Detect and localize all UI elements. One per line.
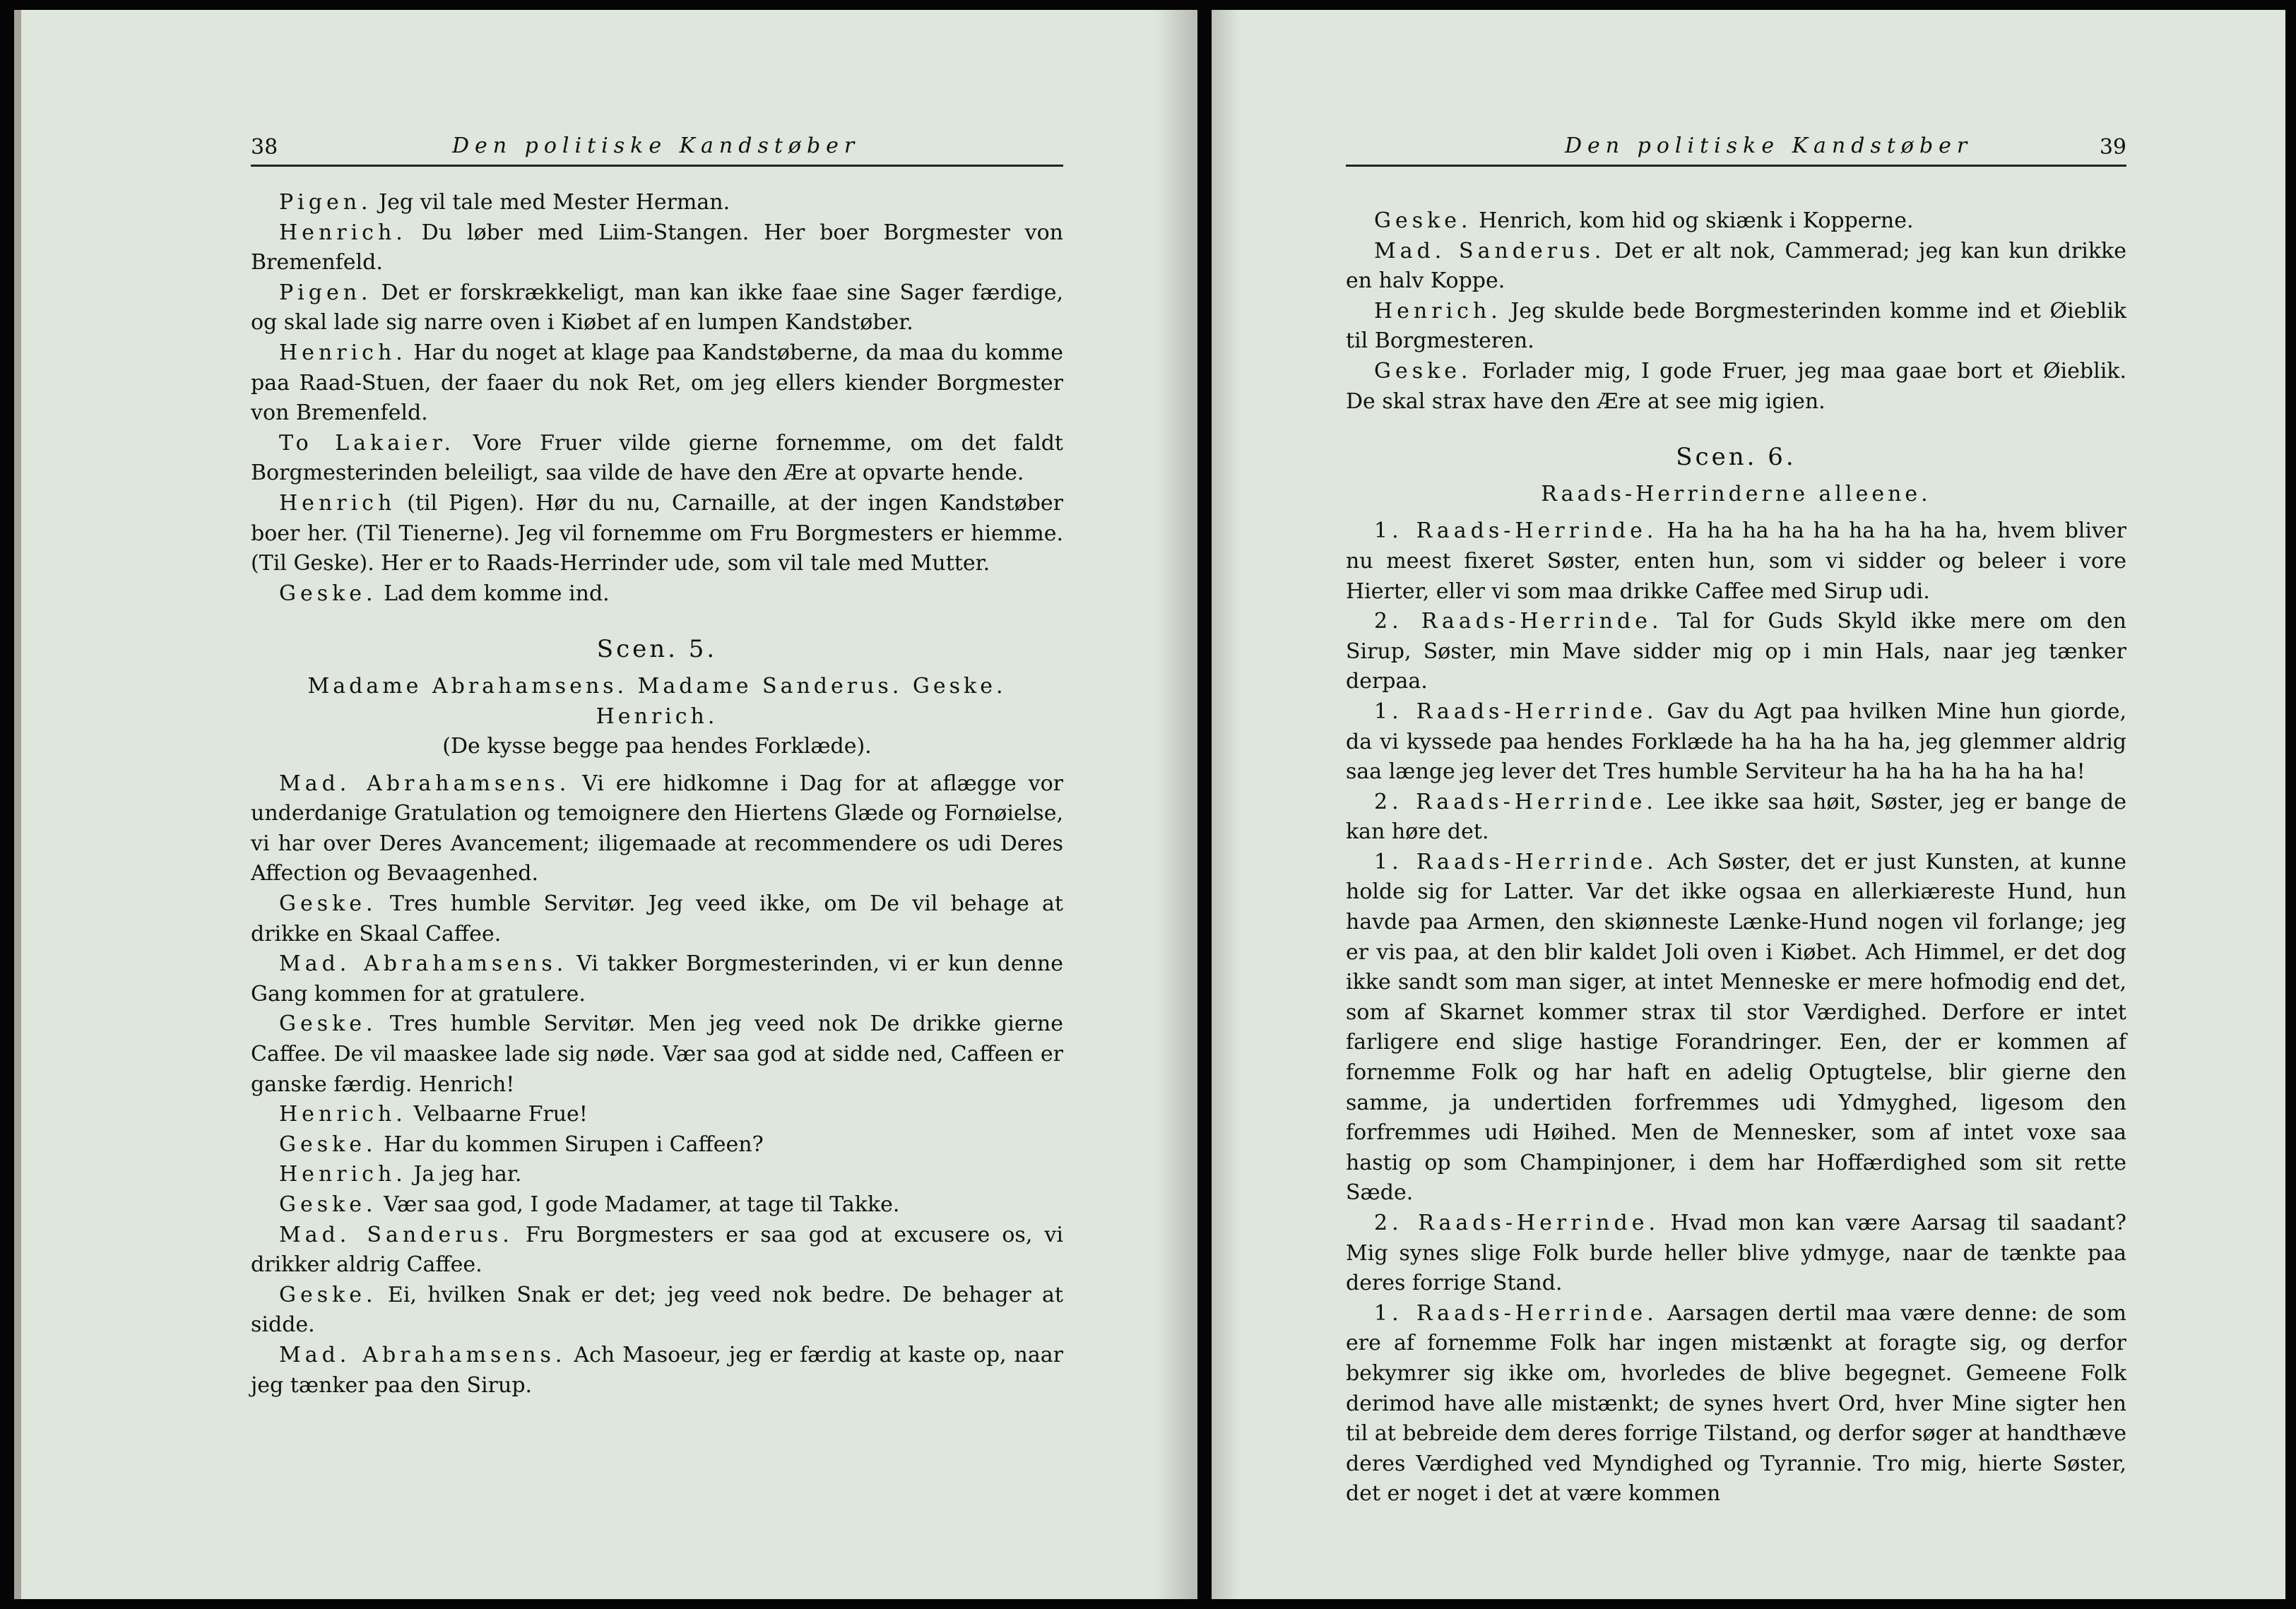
dialogue-paragraph xyxy=(1346,848,2126,1209)
dialogue-text: Ja jeg har. xyxy=(406,1162,522,1187)
speaker-name: Henrich xyxy=(279,490,396,516)
speaker-name: Geske. xyxy=(279,1282,377,1307)
page-text xyxy=(1346,206,2126,1509)
dialogue-text: Ach Masoeur, jeg er færdig at kaste op, naar jeg tænker paa den Sirup. xyxy=(251,1342,1063,1398)
speaker-name: 2. Raads-Herrinde. xyxy=(1374,609,1663,634)
gutter-shadow xyxy=(1155,10,1197,1599)
dialogue-paragraph xyxy=(251,338,1063,429)
speaker-name: Mad. Abrahamsens. xyxy=(279,771,571,796)
dialogue-text: Aarsagen dertil maa være denne: de som ere af fornemme Folk har ingen mistænkt at foragte sig, og derfor bekymrer sig ikke om, hvorledes de blive begegnet. Gemeene Folk derimod have alle mistænkt; de synes hvert Ord, hver Mine sigter hen til at bebreide dem deres forrige Tilstand, og derfor søger at handthæve deres Værdighed ved Myndighed og Tyrannie. Tro mig, hierte Søster, det er noget i det at være kommen xyxy=(1346,1300,2126,1507)
dialogue-paragraph xyxy=(1346,697,2126,788)
speaker-name: Geske. xyxy=(279,581,377,606)
dialogue-paragraph xyxy=(251,1160,1063,1190)
speaker-name: Geske. xyxy=(1374,358,1472,384)
dialogue-paragraph xyxy=(1346,206,2126,237)
dialogue-text: Tal for Guds Skyld ikke mere om den Sirup, Søster, min Mave sidder mig op i min Hals, naar jeg tænker derpaa. xyxy=(1346,609,2126,694)
speaker-name: 2. Raads-Herrinde. xyxy=(1374,1211,1659,1235)
dialogue-paragraph xyxy=(251,429,1063,489)
speaker-name: 1. Raads-Herrinde. xyxy=(1374,849,1658,874)
speaker-name: 2. Raads-Herrinde. xyxy=(1374,789,1657,814)
running-head xyxy=(1346,133,2126,167)
dialogue-paragraph xyxy=(251,1190,1063,1221)
dialogue-paragraph xyxy=(251,1281,1063,1341)
dialogue-paragraph xyxy=(251,1221,1063,1281)
dialogue-text: Ach Søster, det er just Kunsten, at kunne holde sig for Latter. Var det ikke ogsaa en allerkiæreste Hund, hun havde paa Armen, den skiønneste Lænke-Hund nogen vil forlange; jeg er vis paa, at den blir kaldet Joli oven i Kiøbet. Ach Himmel, er det dog ikke sandt som man siger, at intet Menneske er mere hofmodig end det, som af Skarnet kommer strax til stor Værdighed. Derfore er intet farligere end slige hastige Forandringer. Een, der er kommen af fornemme Folk og har haft en adelig Optugtelse, blir gierne den samme, ja undertiden forfremmes udi Ydmyghed, ligesom den forfremmes udi Høihed. Men de Mennesker, som af intet voxe saa hastig op som Champinjoner, i dem har Hoffærdighed som sit rette Sæde. xyxy=(1346,849,2126,1206)
dialogue-text: Vi ere hidkomne i Dag for at aflægge vor underdanige Gratulation og temoignere den Hiertens Glæde og Fornøielse, vi har over Deres Avancement; iligemaade at recommendere os udi Deres Affection og Bevaagenhed. xyxy=(251,771,1063,886)
dialogue-text: Vi takker Borgmesterinden, vi er kun denne Gang kommen for at gratulere. xyxy=(251,951,1063,1007)
dialogue-text: Tres humble Servitør. Men jeg veed nok De drikke gierne Caffee. De vil maaskee lade sig nøde. Vær saa god at sidde ned, Caffeen er ganske færdig. Henrich! xyxy=(251,1011,1063,1097)
dialogue-paragraph xyxy=(251,278,1063,338)
dialogue-text: Lad dem komme ind. xyxy=(377,581,610,606)
dialogue-paragraph xyxy=(251,489,1063,579)
dialogue-paragraph xyxy=(1346,607,2126,697)
dialogue-paragraph xyxy=(1346,788,2126,848)
dialogue-paragraph xyxy=(251,579,1063,610)
speaker-name: Geske. xyxy=(279,1132,377,1157)
dialogue-paragraph xyxy=(1346,357,2126,417)
dialogue-text: (til Pigen). Hør du nu, Carnaille, at der ingen Kandstøber boer her. (Til Tienerne). Jeg vil fornemme om Fru Borgmesters er hiemme. (Til Geske). Her er to Raads-Herrinder ude, som vil tale med Mutter. xyxy=(251,490,1063,576)
dialogue-paragraph xyxy=(251,1130,1063,1160)
dialogue-text: Gav du Agt paa hvilken Mine hun giorde, da vi kyssede paa hendes Forklæde ha ha ha ha ha, jeg glemmer aldrig saa længe jeg lever det Tres humble Serviteur ha ha ha ha ha ha ha! xyxy=(1346,699,2126,785)
dialogue-text: Fru Borgmesters er saa god at excusere os, vi drikker aldrig Caffee. xyxy=(251,1222,1063,1278)
dialogue-paragraph xyxy=(1346,297,2126,357)
speaker-name: Mad. Sanderus. xyxy=(279,1222,514,1247)
speaker-name: 1. Raads-Herrinde. xyxy=(1374,1300,1658,1326)
speaker-name: Geske. xyxy=(279,1192,377,1217)
dialogue-block xyxy=(1346,516,2126,1509)
speaker-name: Mad. Sanderus. xyxy=(1374,238,1606,263)
speaker-name: Henrich. xyxy=(279,1162,407,1187)
dialogue-paragraph xyxy=(251,218,1063,278)
dialogue-block xyxy=(251,188,1063,609)
gutter-shadow xyxy=(1212,10,1240,1599)
speaker-name: 1. Raads-Herrinde. xyxy=(1374,518,1658,544)
speaker-name: To Lakaier. xyxy=(279,430,456,456)
scene-title: Scen. 6. xyxy=(1676,443,1797,472)
speaker-name: Henrich. xyxy=(279,1102,407,1127)
dialogue-paragraph xyxy=(251,1100,1063,1130)
dialogue-text: Jeg vil tale med Mester Herman. xyxy=(372,190,730,215)
dialogue-paragraph xyxy=(1346,516,2126,607)
running-head-title: Den politiske Kandstøber xyxy=(1565,133,1973,158)
speaker-name: 1. Raads-Herrinde. xyxy=(1374,699,1658,724)
dialogue-paragraph xyxy=(251,769,1063,889)
speaker-name: Henrich. xyxy=(279,340,407,365)
right-page xyxy=(1212,10,2285,1599)
scene-cast: Raads-Herrinderne alleene. xyxy=(1541,481,1931,506)
running-head xyxy=(251,133,1063,167)
stage-direction: (De kysse begge paa hendes Forklæde). xyxy=(442,734,872,759)
dialogue-paragraph xyxy=(251,1341,1063,1401)
page-number: 38 xyxy=(251,135,278,160)
dialogue-block xyxy=(251,769,1063,1401)
dialogue-text: Har du noget at klage paa Kandstøberne, da maa du komme paa Raad-Stuen, der faaer du nok Ret, om jeg ellers kiender Borgmester von Bremenfeld. xyxy=(251,340,1063,426)
dialogue-text: Tres humble Servitør. Jeg veed ikke, om De vil behage at drikke en Skaal Caffee. xyxy=(251,891,1063,946)
speaker-name: Henrich. xyxy=(279,220,407,245)
left-page xyxy=(14,10,1197,1599)
dialogue-text: Vær saa god, I gode Madamer, at tage til Takke. xyxy=(377,1192,900,1217)
dialogue-text: Det er forskrækkeligt, man kan ikke faae sine Sager færdige, og skal lade sig narre oven i Kiøbet af en lumpen Kandstøber. xyxy=(251,280,1063,336)
dialogue-text: Ha ha ha ha ha ha ha ha ha, hvem bliver nu meest fixeret Søster, enten hun, som vi sidder og beleer i vore Hierter, eller vi som maa drikke Caffee med Sirup udi. xyxy=(1346,518,2127,604)
page-text xyxy=(251,188,1063,1401)
dialogue-paragraph xyxy=(251,1009,1063,1100)
dialogue-paragraph xyxy=(1346,237,2126,297)
speaker-name: Pigen. xyxy=(279,280,372,305)
speaker-name: Geske. xyxy=(1374,208,1472,233)
dialogue-paragraph xyxy=(251,949,1063,1009)
dialogue-text: Velbaarne Frue! xyxy=(406,1102,588,1127)
dialogue-text: Har du kommen Sirupen i Caffeen? xyxy=(377,1132,764,1157)
scene-title: Scen. 5. xyxy=(596,635,718,664)
dialogue-text: Jeg skulde bede Borgmesterinden komme ind et Øieblik til Borgmesteren. xyxy=(1346,298,2126,354)
dialogue-block xyxy=(1346,206,2126,417)
dialogue-text: Hvad mon kan være Aarsag til saadant? Mig synes slige Folk burde heller blive ydmyge, naar de tænkte paa deres forrige Stand. xyxy=(1346,1211,2127,1296)
dialogue-text: Lee ikke saa høit, Søster, jeg er bange de kan høre det. xyxy=(1346,789,2127,845)
dialogue-text: Det er alt nok, Cammerad; jeg kan kun drikke en halv Koppe. xyxy=(1346,238,2126,294)
dialogue-text: Vore Fruer vilde gierne fornemme, om det faldt Borgmesterinden beleiligt, saa vilde de have den Ære at opvarte hende. xyxy=(251,430,1063,486)
speaker-name: Geske. xyxy=(279,891,377,917)
dialogue-paragraph xyxy=(251,188,1063,218)
speaker-name: Geske. xyxy=(279,1011,377,1037)
dialogue-text: Forlader mig, I gode Fruer, jeg maa gaae bort et Øieblik. De skal strax have den Ære at see mig igien. xyxy=(1346,358,2126,414)
dialogue-paragraph xyxy=(1346,1209,2126,1299)
running-head-title: Den politiske Kandstøber xyxy=(452,133,860,158)
speaker-name: Henrich. xyxy=(1374,298,1502,323)
dialogue-paragraph xyxy=(251,889,1063,949)
page-number: 39 xyxy=(2099,135,2126,160)
speaker-name: Mad. Abrahamsens. xyxy=(279,1342,567,1367)
dialogue-text: Ei, hvilken Snak er det; jeg veed nok bedre. De behager at sidde. xyxy=(251,1282,1063,1338)
dialogue-paragraph xyxy=(1346,1299,2126,1509)
dialogue-text: Henrich, kom hid og skiænk i Kopperne. xyxy=(1472,208,1914,233)
speaker-name: Mad. Abrahamsens. xyxy=(279,951,568,977)
dialogue-text: Du løber med Liim-Stangen. Her boer Borgmester von Bremenfeld. xyxy=(251,220,1063,275)
speaker-name: Pigen. xyxy=(279,190,372,215)
scene-cast: Madame Abrahamsens. Madame Sanderus. Geske. Henrich. xyxy=(307,673,1007,729)
